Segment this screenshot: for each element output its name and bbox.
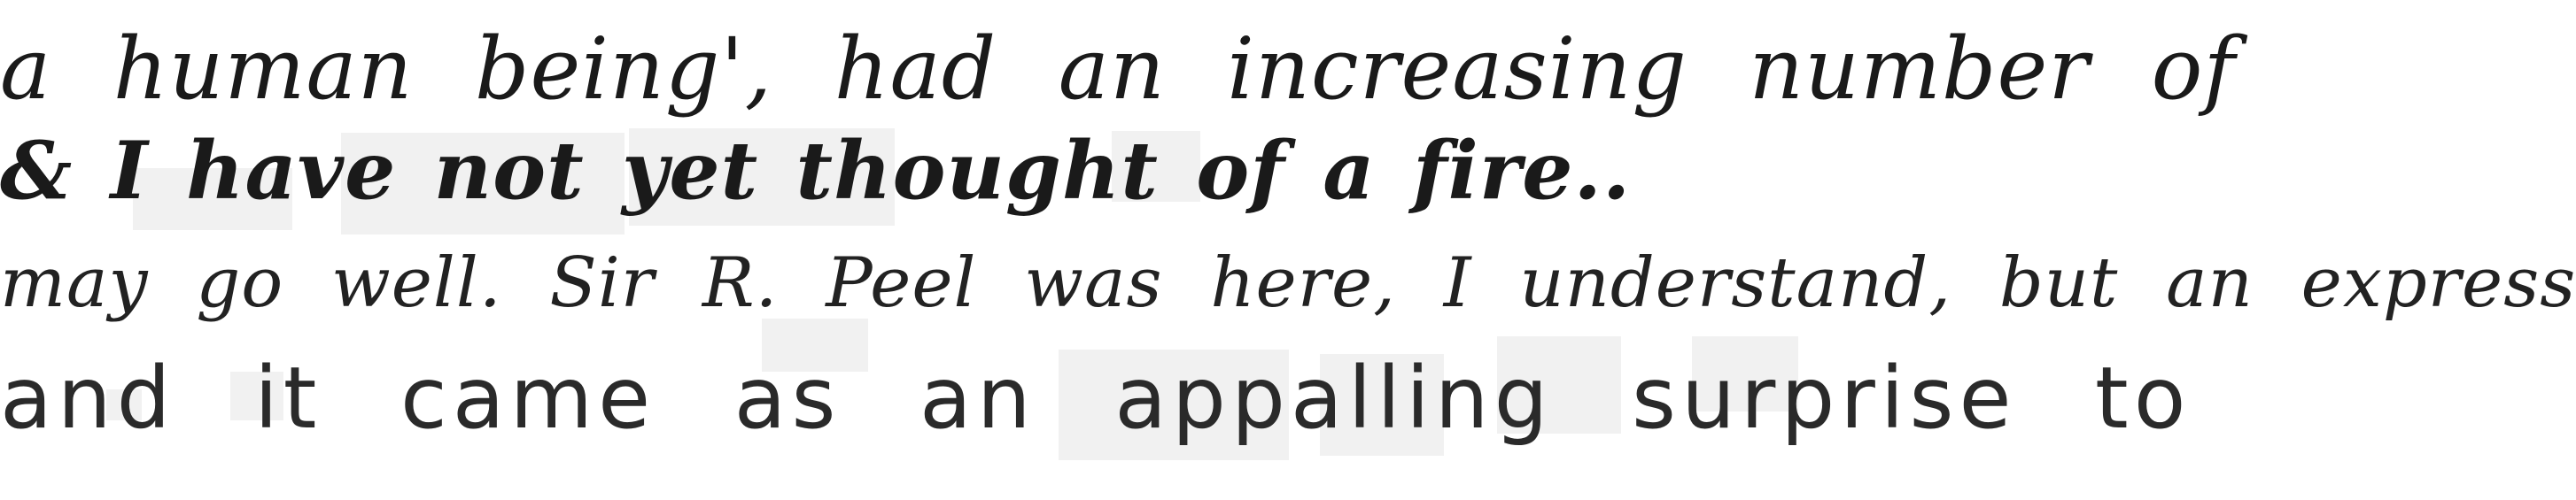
text-line-3: may go well. Sir R. Peel was here, I understand, but an express — [0, 243, 2576, 323]
text-line-1: a human being', had an increasing number of — [0, 19, 2236, 119]
text-line-4: and it came as an appalling surprise to — [0, 349, 2192, 448]
text-line-2: & I have not yet thought of a fire.. — [0, 124, 1632, 218]
